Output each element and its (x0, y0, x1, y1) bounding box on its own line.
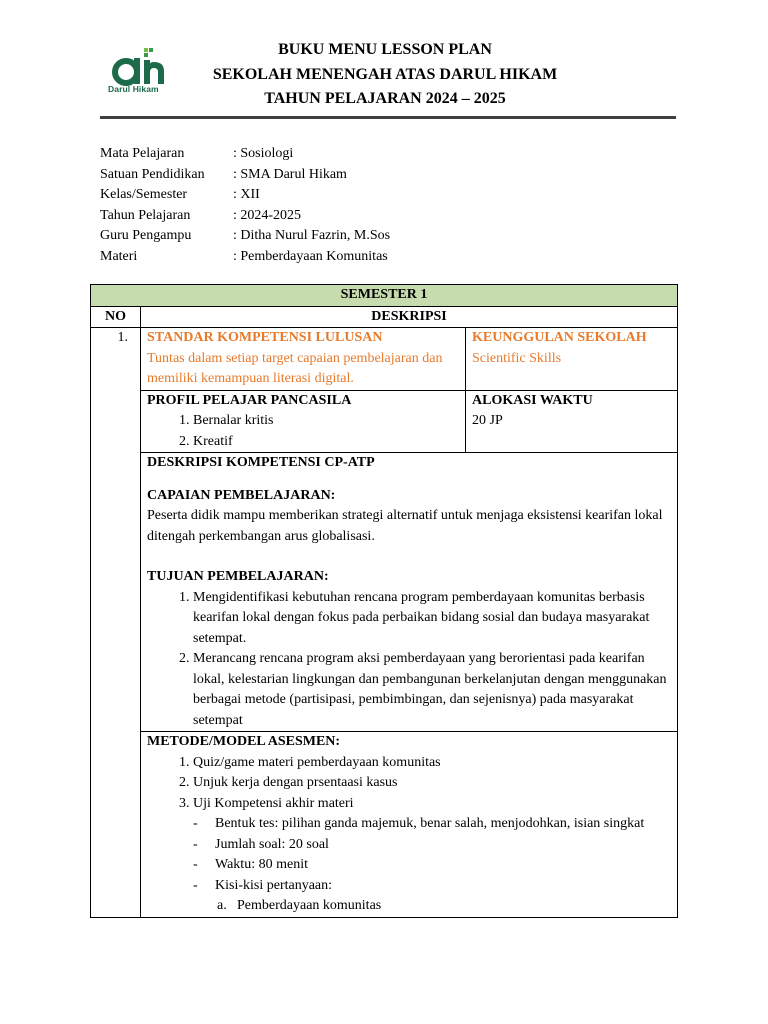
list-item: 1. Mengidentifikasi kebutuhan rencana program pemberdayaan komunitas berbasis kearifan lokal dengan fokus pada perbaikan bidang sosial dan budaya masyarakat setempat. (193, 588, 671, 650)
header-divider (100, 116, 676, 119)
alokasi-value: 20 JP (472, 413, 503, 428)
alokasi-title: ALOKASI WAKTU (472, 392, 593, 408)
list-item: - Waktu: 80 menit (215, 855, 671, 876)
document-header (180, 38, 590, 112)
meta-value: : XII (233, 187, 260, 202)
meta-label: Mata Pelajaran (100, 146, 185, 161)
kisi-list (147, 896, 671, 917)
meta-row (100, 144, 390, 165)
meta-row (100, 206, 390, 227)
meta-label: Materi (100, 248, 138, 264)
list-item: 2. Merancang rencana program aksi pemberdayaan yang berorientasi pada kearifan lokal, kelestarian lingkungan dan pembangunan berkelanjutan dengan menggunakan berbagai metode (partisipasi, pembimbingan, dan sejenisnya) pada masyarakat setempat (193, 649, 671, 731)
meta-value: : Sosiologi (233, 146, 294, 161)
asesmen-cell (141, 732, 678, 918)
keunggulan-text: Scientific Skills (472, 350, 562, 366)
list-item: 1. Quiz/game materi pemberdayaan komunitas (193, 753, 671, 774)
list-item: 1. Bernalar kritis (193, 411, 459, 432)
alokasi-cell (466, 390, 678, 453)
meta-value: : Pemberdayaan Komunitas (233, 248, 388, 264)
keunggulan-title: KEUNGGULAN SEKOLAH (472, 330, 647, 345)
list-item: - Jumlah soal: 20 soal (215, 835, 671, 856)
skl-text: Tuntas dalam setiap target capaian pembelajaran dan memiliki kemampuan literasi digital. (147, 350, 443, 386)
lesson-plan-table (90, 284, 678, 918)
meta-label: Guru Pengampu (100, 228, 192, 243)
uji-detail-list (147, 814, 671, 896)
col-header-deskripsi: DESKRIPSI (141, 306, 678, 328)
list-item: - Kisi-kisi pertanyaan: (215, 876, 671, 897)
deskripsi-title: DESKRIPSI KOMPETENSI CP-ATP (147, 455, 375, 470)
meta-row (100, 247, 390, 268)
list-item: 2. Unjuk kerja dengan prsentaasi kasus (193, 773, 671, 794)
deskripsi-cell (141, 453, 678, 732)
list-item: - Bentuk tes: pilihan ganda majemuk, benar salah, menjodohkan, isian singkat (215, 814, 671, 835)
tp-list (147, 588, 671, 732)
asesmen-title: METODE/MODEL ASESMEN: (147, 734, 341, 749)
list-item: a. Pemberdayaan komunitas (237, 896, 671, 917)
header-school: SEKOLAH MENENGAH ATAS DARUL HIKAM (212, 65, 558, 83)
meta-label: Kelas/Semester (100, 187, 188, 202)
meta-label: Satuan Pendidikan (100, 166, 205, 182)
header-year: TAHUN PELAJARAN 2024 – 2025 (264, 90, 506, 107)
skl-cell (141, 328, 466, 391)
list-item: 3. Uji Kompetensi akhir materi (193, 794, 671, 815)
meta-value: : SMA Darul Hikam (233, 166, 347, 182)
row-number: 1. (91, 328, 141, 918)
meta-row (100, 226, 390, 247)
meta-label: Tahun Pelajaran (100, 207, 191, 223)
logo-caption: Darul Hikam (108, 84, 159, 94)
header-title: BUKU MENU LESSON PLAN (278, 41, 492, 58)
keunggulan-cell (466, 328, 678, 391)
profil-cell (141, 390, 466, 453)
asesmen-list (147, 753, 671, 815)
meta-row (100, 165, 390, 186)
meta-value: : 2024-2025 (233, 207, 302, 223)
skl-title: STANDAR KOMPETENSI LULUSAN (147, 330, 383, 345)
meta-info (100, 144, 390, 267)
profil-list (147, 411, 459, 452)
cp-title: CAPAIAN PEMBELAJARAN: (147, 487, 336, 503)
col-header-no: NO (91, 306, 141, 328)
meta-value: : Ditha Nurul Fazrin, M.Sos (233, 228, 391, 243)
list-item: 2. Kreatif (193, 432, 459, 453)
cp-text: Peserta didik mampu memberikan strategi alternatif untuk menjaga eksistensi kearifan lokal ditengah perkembangan arus globalisasi. (147, 508, 663, 544)
profil-title: PROFIL PELAJAR PANCASILA (147, 392, 352, 408)
semester-header: SEMESTER 1 (91, 285, 678, 307)
tp-title: TUJUAN PEMBELAJARAN: (147, 569, 329, 584)
meta-row (100, 185, 390, 206)
